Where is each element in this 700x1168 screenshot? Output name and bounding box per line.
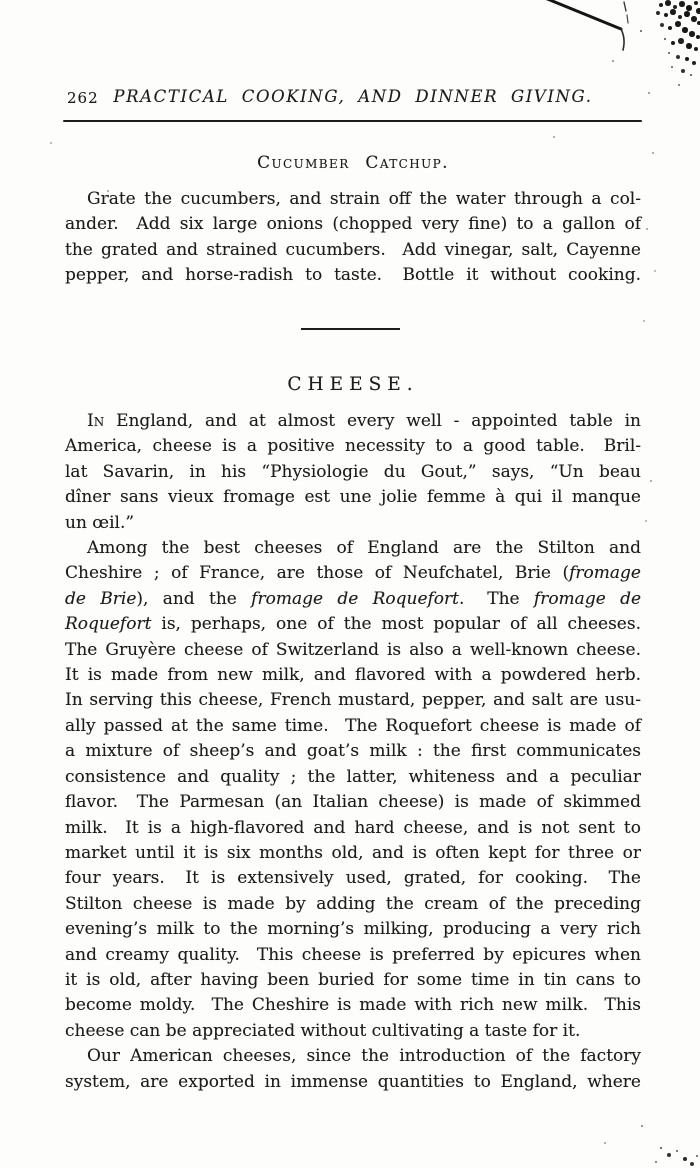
text-line: market until it is six months old, and is often kept for three or xyxy=(65,842,641,863)
section-heading-cucumber-catchup: Cucumber Catchup. xyxy=(257,153,449,173)
cucumber-catchup-text xyxy=(65,187,641,289)
text-line: un œil.” xyxy=(65,512,135,533)
text-line: The Gruyère cheese of Switzerland is also a well-known cheese. xyxy=(65,639,641,660)
paragraph xyxy=(65,536,641,1044)
page-header xyxy=(64,87,642,109)
paragraph xyxy=(65,1044,641,1095)
scan-noise-speckles xyxy=(0,0,2,2)
paragraph xyxy=(65,409,641,536)
text-line: the grated and strained cucumbers. Add vinegar, salt, Cayenne xyxy=(65,239,641,260)
text-line: Stilton cheese is made by adding the cream of the preceding xyxy=(65,893,641,914)
text-line: milk. It is a high-flavored and hard cheese, and is not sent to xyxy=(65,817,641,838)
text-line: flavor. The Parmesan (an Italian cheese) is made of skimmed xyxy=(65,792,641,813)
text-line: Roquefort is, perhaps, one of the most popular of all cheeses. xyxy=(65,614,641,635)
cheese-text xyxy=(65,409,641,1095)
running-title: PRACTICAL COOKING, AND DINNER GIVING. xyxy=(113,87,593,106)
text-line: It is made from new milk, and flavored with a powdered herb. xyxy=(65,665,641,686)
text-line: and creamy quality. This cheese is preferred by epicures when xyxy=(65,944,641,965)
text-line: evening’s milk to the morning’s milking, producing a very rich xyxy=(65,919,641,940)
text-line: Cheshire ; of France, are those of Neufchatel, Brie (fromage xyxy=(65,563,641,584)
text-line: system, are exported in immense quantities to England, where xyxy=(65,1071,641,1092)
text-line: pepper, and horse-radish to taste. Bottle it without cooking. xyxy=(65,265,641,286)
section-heading-cheese: CHEESE. xyxy=(287,374,419,395)
text-line: it is old, after having been buried for some time in tin cans to xyxy=(65,969,641,990)
page-number: 262 xyxy=(67,89,99,107)
header-rule xyxy=(63,120,642,122)
text-line: ander. Add six large onions (chopped very fine) to a gallon of xyxy=(65,214,641,235)
text-line: America, cheese is a positive necessity to a good table. Bril- xyxy=(65,436,641,457)
text-line: become moldy. The Cheshire is made with rich new milk. This xyxy=(65,995,641,1016)
text-line: dîner sans vieux fromage est une jolie femme à qui il manque xyxy=(65,487,641,508)
section-divider-rule xyxy=(301,328,400,330)
text-line: four years. It is extensively used, grated, for cooking. The xyxy=(65,868,641,889)
text-line: In serving this cheese, French mustard, pepper, and salt are usu- xyxy=(65,690,641,711)
text-line: lat Savarin, in his “Physiologie du Gout,” says, “Un beau xyxy=(65,461,641,482)
text-line: Grate the cucumbers, and strain off the water through a col- xyxy=(87,189,641,209)
text-line: Among the best cheeses of England are the Stilton and xyxy=(87,538,641,559)
text-line: ally passed at the same time. The Roquefort cheese is made of xyxy=(65,715,641,736)
text-line: In England, and at almost every well - appointed table in xyxy=(87,411,641,431)
paragraph xyxy=(65,187,641,289)
text-line: consistence and quality ; the latter, whiteness and a peculiar xyxy=(65,766,641,787)
text-line: Our American cheeses, since the introduction of the factory xyxy=(87,1046,641,1067)
text-line: cheese can be appreciated without cultivating a taste for it. xyxy=(65,1020,581,1041)
text-line: de Brie), and the fromage de Roquefort. The fromage de xyxy=(65,588,642,609)
text-line: a mixture of sheep’s and goat’s milk : the first communicates xyxy=(65,741,641,762)
